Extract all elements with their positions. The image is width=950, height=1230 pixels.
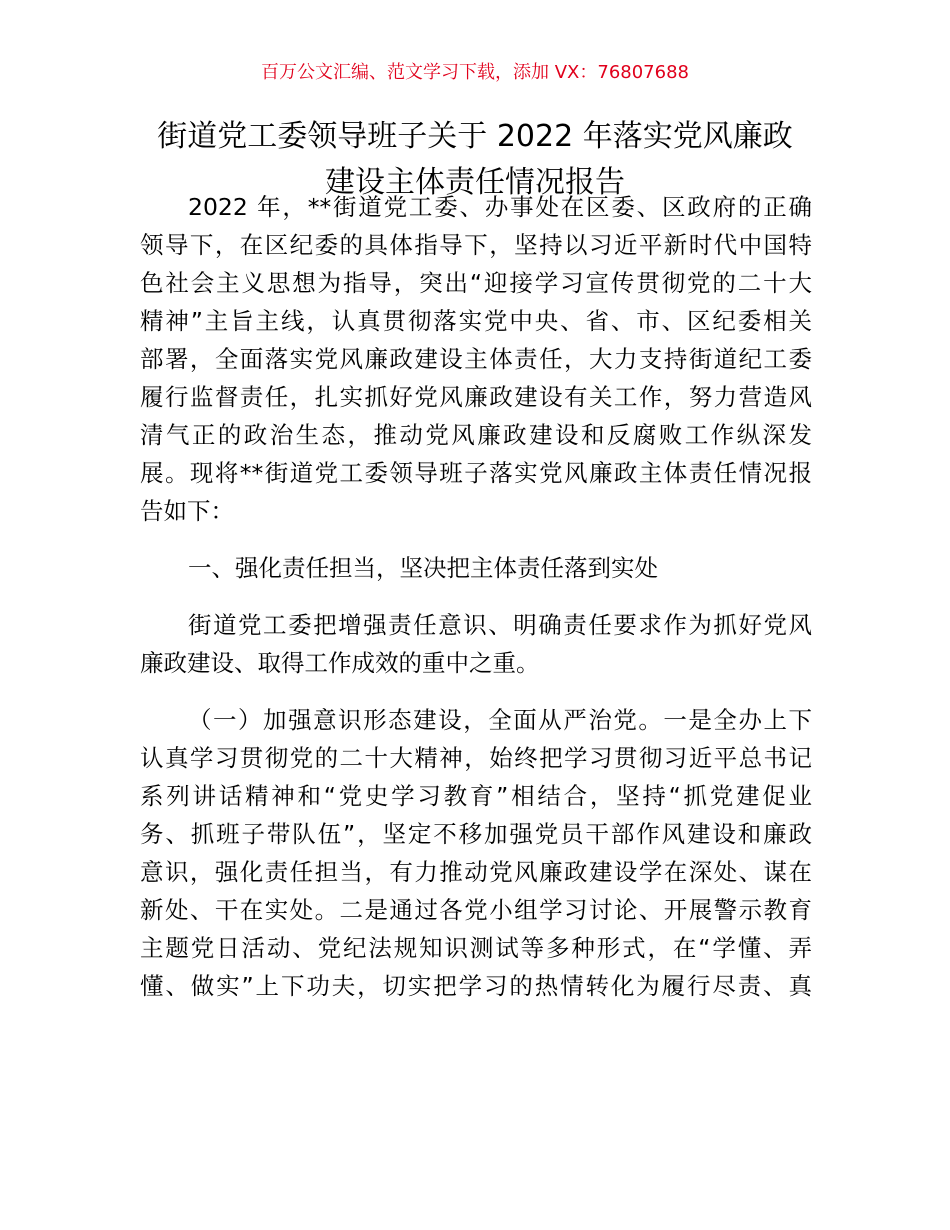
text-line: 务、抓班子带队伍”，坚定不移加强党员干部作风建设和廉政 <box>140 820 812 848</box>
watermark-header: 百万公文汇编、范文学习下载，添加 VX：76807688 <box>261 62 689 83</box>
paragraph <box>140 188 812 530</box>
section-heading <box>140 549 812 587</box>
text-line: 精神”主旨主线，认真贯彻落实党中央、省、市、区纪委相关 <box>140 307 812 335</box>
text-line: 清气正的政治生态，推动党风廉政建设和反腐败工作纵深发 <box>140 421 812 449</box>
text-line: （一）加强意识形态建设，全面从严治党。一是全办上下 <box>188 706 812 734</box>
paragraph <box>140 606 812 682</box>
title-line: 建设主体责任情况报告 <box>325 165 625 200</box>
text-line: 领导下，在区纪委的具体指导下，坚持以习近平新时代中国特 <box>140 231 812 259</box>
text-line: 履行监督责任，扎实抓好党风廉政建设有关工作，努力营造风 <box>140 383 812 411</box>
text-line: 展。现将**街道党工委领导班子落实党风廉政主体责任情况报 <box>140 459 812 487</box>
text-line: 认真学习贯彻党的二十大精神，始终把学习贯彻习近平总书记 <box>140 744 812 772</box>
text-line: 新处、干在实处。二是通过各党小组学习讨论、开展警示教育 <box>140 896 812 924</box>
text-line: 系列讲话精神和“党史学习教育”相结合，坚持“抓党建促业 <box>140 782 812 810</box>
title-line: 街道党工委领导班子关于 2022 年落实党风廉政 <box>157 119 793 154</box>
text-line: 主题党日活动、党纪法规知识测试等多种形式，在“学懂、弄 <box>140 934 812 962</box>
text-line: 色社会主义思想为指导，突出“迎接学习宣传贯彻党的二十大 <box>140 269 812 297</box>
text-line: 懂、做实”上下功夫，切实把学习的热情转化为履行尽责、真 <box>140 972 812 1000</box>
text-line: 2022 年，**街道党工委、办事处在区委、区政府的正确 <box>188 193 812 221</box>
document-body <box>140 188 812 1024</box>
text-line: 一、强化责任担当，坚决把主体责任落到实处 <box>188 554 658 582</box>
text-line: 廉政建设、取得工作成效的重中之重。 <box>140 649 540 677</box>
text-line: 部署，全面落实党风廉政建设主体责任，大力支持街道纪工委 <box>140 345 812 373</box>
paragraph <box>140 701 812 1005</box>
text-line: 街道党工委把增强责任意识、明确责任要求作为抓好党风 <box>188 611 812 639</box>
text-line: 意识，强化责任担当，有力推动党风廉政建设学在深处、谋在 <box>140 858 812 886</box>
text-line: 告如下： <box>140 497 234 525</box>
